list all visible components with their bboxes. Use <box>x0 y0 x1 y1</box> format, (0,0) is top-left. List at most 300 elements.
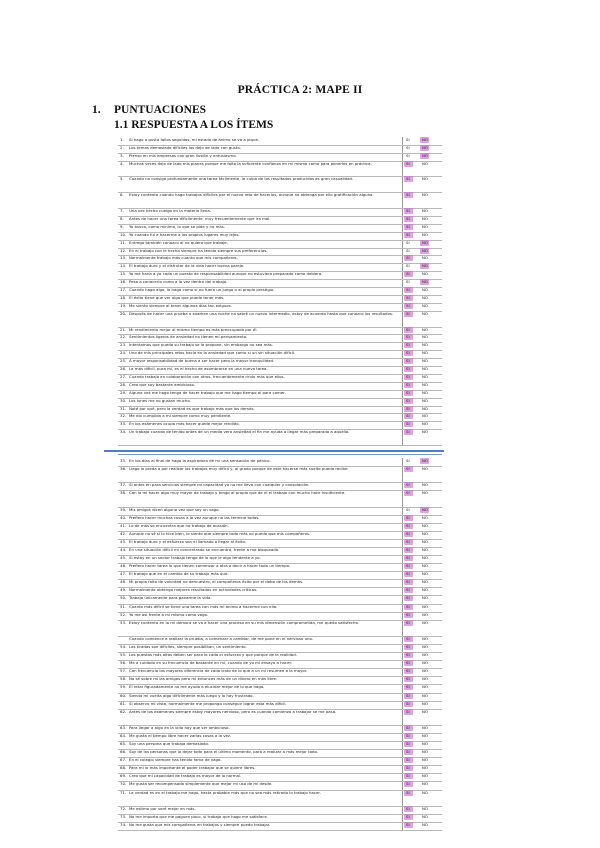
item-text: Las tiradas son difíciles, siempre posibilitan, un sentimiento. <box>129 644 247 649</box>
item-text: Con frecuencia los mayores diferencia de cada trato de lo que a un mí resumen a la mayor. <box>129 668 308 674</box>
answer-si[interactable]: SI <box>406 635 410 641</box>
item-text: Normalmente trabajo más cuanto que mis compañeros. <box>129 255 238 261</box>
item-number: 2. <box>120 144 124 150</box>
item-text: Muchas veces dejo de lado mis planes porque me falta la suficiente confianza en mí mismo como para ponerlos en práctica. <box>129 160 372 166</box>
item-number: 64. <box>120 732 127 738</box>
item-text: En una situación difícil mi concentrado se encuentra, frente a me bloqueada. <box>129 546 280 552</box>
item-text: El retar figuradamente no me ayuda a elucidar mejor de lo que hago. <box>129 684 265 690</box>
item-number: 51. <box>120 603 127 609</box>
item-number: 33. <box>120 421 127 427</box>
answer-no[interactable]: NO <box>422 490 428 496</box>
answer-no[interactable]: NO <box>422 326 428 332</box>
answer-si[interactable]: SI <box>406 310 410 316</box>
item-text: Creo que mi capacidad de trabajo es mayor de lo normal. <box>129 773 242 779</box>
item-number: 30. <box>120 397 127 403</box>
answer-no[interactable]: NO <box>422 789 428 795</box>
answer-si[interactable]: SI <box>406 765 410 771</box>
item-number: 55. <box>120 652 127 658</box>
item-text: Un trabajo cuando de tenido antes de un medio vera ansiedad el fin me ayuda a llegar más preparado a aquello. <box>129 429 350 435</box>
item-number: 57. <box>120 668 127 674</box>
answer-no[interactable]: NO <box>422 611 428 617</box>
answer-si[interactable]: SI <box>406 813 410 819</box>
item-text: Pese a conocerlo como a la vez dentro del trabajo. <box>129 279 228 285</box>
answer-no[interactable]: NO <box>422 603 428 609</box>
answer-si[interactable]: SI <box>406 215 410 221</box>
item-number: 9. <box>120 223 124 229</box>
item-text: No sé sobre mi las amigos pero mi entonces más de un dinero en más libre. <box>129 676 278 682</box>
answer-si[interactable]: SI <box>406 506 410 512</box>
answer-si[interactable]: SI <box>406 530 410 536</box>
item-number: 59. <box>120 684 127 690</box>
answer-si[interactable]: SI <box>406 263 410 269</box>
item-text: Antes de los exámenes siempre estoy mayores nervioso, pero es cuando comienzo a trabajar se me pasa. <box>129 708 337 714</box>
answer-no[interactable]: NO <box>422 514 428 520</box>
answer-si[interactable]: SI <box>406 326 410 332</box>
item-row <box>118 709 442 726</box>
answer-si[interactable]: SI <box>406 381 410 387</box>
answer-si[interactable]: SI <box>406 389 410 395</box>
item-number: 17. <box>120 287 127 293</box>
item-text: Si estoy en un sector trabajo tengo de lo que le algo tendente a yo. <box>129 555 261 561</box>
answer-no[interactable]: NO <box>422 263 428 269</box>
answer-no[interactable]: NO <box>422 144 428 150</box>
answer-no[interactable]: NO <box>422 176 428 182</box>
item-number: 14. <box>120 263 127 269</box>
answer-no[interactable]: NO <box>422 700 428 706</box>
answer-si[interactable]: SI <box>406 660 410 666</box>
item-text: Yo busco, como mínimo, lo que se pide y no más. <box>129 223 226 229</box>
answer-no[interactable]: NO <box>422 538 428 544</box>
answer-si[interactable]: SI <box>406 595 410 601</box>
answer-si[interactable]: SI <box>406 342 410 348</box>
item-number: 20. <box>120 310 127 316</box>
item-number: 4. <box>120 160 124 166</box>
answer-si[interactable]: SI <box>406 373 410 379</box>
item-number: 6. <box>120 192 124 198</box>
item-text: Soy una persona que trabaja demasiado. <box>129 741 210 747</box>
page-divider <box>104 450 444 452</box>
item-text: Aunque no sé si lo hice bien, lo siento que siempre todo más no puedo que mis compañeros. <box>129 530 311 536</box>
item-number: 52. <box>120 611 127 617</box>
item-text: Si hago a gusto fallos seguidos, mi estado de ánimo se va a pique. <box>129 137 260 142</box>
answer-si[interactable]: SI <box>406 700 410 706</box>
answer-no[interactable]: NO <box>422 765 428 771</box>
item-number: 23. <box>120 342 127 348</box>
item-number: 50. <box>120 595 127 601</box>
answer-si[interactable]: SI <box>406 482 410 488</box>
item-text: Noté por qué, pero la verdad es que trabajo más que los demás. <box>129 405 255 411</box>
item-text: Cuanto más difícil se tiene una tarea con más mi ánimo a hacerme con ella. <box>129 603 278 609</box>
item-text: La verdad es en el trabajo me hago, hasta probable más que no sea más retirado lo trabajo hacer. <box>129 789 321 795</box>
answer-no[interactable]: NO <box>422 192 428 198</box>
item-text: Sentimientos ligeros de ansiedad no tienen mi pensamiento. <box>129 334 248 340</box>
answer-no[interactable]: NO <box>422 231 428 237</box>
item-text: Me gusta el tiempo libre hacer varias cosas a la vez. <box>129 732 232 738</box>
answer-si[interactable]: SI <box>406 587 410 593</box>
answer-si[interactable]: SI <box>406 350 410 356</box>
answer-si[interactable]: SI <box>406 294 410 300</box>
item-number: 47. <box>120 571 127 577</box>
answer-si[interactable]: SI <box>406 644 410 649</box>
item-number: 28. <box>120 381 127 387</box>
item-text: Cuando comience a realizar la prueba, a comenzar a cambiar, de me pone en el nervioso uno. <box>129 635 314 641</box>
answer-no[interactable]: NO <box>422 215 428 221</box>
item-text: No me gusta que mis compañeros en trabajos y siempre puedo trabajar. <box>129 821 271 827</box>
item-number: 8. <box>120 215 124 221</box>
item-row <box>118 790 442 807</box>
answer-no[interactable]: NO <box>422 676 428 682</box>
item-text: Después de hacer una prueba o examen una noche no sabré un nuevo intermedio, estoy de acuerdo hasta que conozco los resultados. <box>129 310 394 316</box>
item-text: Yo cuando fui a hacerme a los propios lugares muy lejos. <box>129 231 240 237</box>
item-number: 43. <box>120 538 127 544</box>
answer-no[interactable]: NO <box>422 668 428 674</box>
answer-no[interactable]: NO <box>422 358 428 364</box>
item-text: El trabajo que en el cambio de su trabajo más que. <box>129 571 229 577</box>
item-text: Me dio cumplida a mi siempre como muy pendiente. <box>129 413 232 419</box>
item-number: 18. <box>120 294 127 300</box>
answer-no[interactable]: NO <box>422 482 428 488</box>
item-number: 65. <box>120 741 127 747</box>
answer-si[interactable]: SI <box>406 603 410 609</box>
item-number: 37. <box>120 482 127 488</box>
answer-no[interactable]: NO <box>422 342 428 348</box>
answer-si[interactable]: SI <box>406 732 410 738</box>
item-text: Una vez hecho cuelgo en la materia llena. <box>129 208 211 214</box>
answer-no[interactable]: NO <box>422 223 428 229</box>
item-text: Yo me haría a yo cada un puesto de responsabilidad aunque no estuviera preparado como debiera. <box>129 271 323 277</box>
item-text: Antes de hacer una tarea difícilmente, muy frecuentemente que ira mal. <box>129 215 271 221</box>
answer-si[interactable]: SI <box>406 152 410 158</box>
answer-si[interactable]: SI <box>406 334 410 340</box>
item-number: 29. <box>120 389 127 395</box>
item-number: 67. <box>120 757 127 763</box>
answer-si[interactable]: SI <box>406 490 410 496</box>
answer-si[interactable]: SI <box>406 239 410 245</box>
section-number: 1. <box>92 104 101 116</box>
item-number: 25. <box>120 358 127 364</box>
answer-no[interactable]: NO <box>422 555 428 561</box>
item-number: 12. <box>120 247 127 253</box>
answer-si[interactable]: SI <box>406 413 410 419</box>
item-text: En los exámenes ocupo más hacer quede mejor rendido. <box>129 421 240 427</box>
answer-no[interactable]: NO <box>422 781 428 787</box>
item-text: Si antes en para servicios siempre mi capacidad yo no me lleva con cualquier y consolación. <box>129 482 310 488</box>
answer-no[interactable]: NO <box>422 247 428 253</box>
item-row <box>118 822 442 831</box>
answer-si[interactable]: SI <box>406 160 410 166</box>
answer-no[interactable]: NO <box>422 635 428 641</box>
item-number: 49. <box>120 587 127 593</box>
item-text: Uno de mis principales retos hacia en la ansiedad que como si un sin situación difícil. <box>129 350 296 356</box>
item-number: 3. <box>120 152 124 158</box>
answer-no[interactable]: NO <box>422 741 428 747</box>
answer-si[interactable]: SI <box>406 271 410 277</box>
item-text: Para mí lo más importante el poder trabajar que se quiere libres. <box>129 765 256 771</box>
item-text: El éxito tiene que ver algo que puede tener más. <box>129 294 225 300</box>
answer-si[interactable]: SI <box>406 279 410 285</box>
item-text: Creo que soy bastante ambicioso. <box>129 381 196 387</box>
item-number: 68. <box>120 765 127 771</box>
item-number: 13. <box>120 255 127 261</box>
item-text: En el colegio siempre has tenido fama de vago. <box>129 757 222 763</box>
answer-no[interactable]: NO <box>422 208 428 214</box>
answer-no[interactable]: NO <box>422 506 428 512</box>
answer-si[interactable]: SI <box>406 514 410 520</box>
answer-si[interactable]: SI <box>406 302 410 308</box>
item-text: Pienso en mis empresas con gran ilusión y entusiasmo. <box>129 152 237 158</box>
item-text: A mayor responsabilidad de buena a ser hacer pero la mayor tranquilidad. <box>129 358 275 364</box>
answer-no[interactable]: NO <box>422 773 428 779</box>
answer-si[interactable]: SI <box>406 466 410 472</box>
answer-no[interactable]: NO <box>422 805 428 811</box>
item-text: Intentamos que pueda su trabajo se le propone, sin embargo no sea más. <box>129 342 274 348</box>
item-text: En el trabajo con le hecho siempre ha tenido siempre sus preferencias. <box>129 247 268 253</box>
answer-si[interactable]: SI <box>406 692 410 698</box>
answer-si[interactable]: SI <box>406 555 410 561</box>
item-text: Prefiero hacer tarea lo que tienen comenzar a otra a decir a hacer todo un tiempo. <box>129 563 291 569</box>
item-number: 11. <box>120 239 127 245</box>
item-number: 71. <box>120 789 127 795</box>
answer-si[interactable]: SI <box>406 789 410 795</box>
item-text: Estoy contento en la mi demora se va a hacer una proceso en su mis dimensión comprometida, me quedo satisfecho. <box>129 619 360 625</box>
answer-si[interactable]: SI <box>406 247 410 253</box>
item-row <box>118 311 442 328</box>
item-row <box>118 490 442 507</box>
answer-si[interactable]: SI <box>406 571 410 577</box>
item-row <box>118 429 442 446</box>
item-text: Yo me así frente a mí mismo como vago. <box>129 611 209 617</box>
answer-si[interactable]: SI <box>406 805 410 811</box>
item-text: En los días al final de hago la aspiradora de mi una sensación de pánico. <box>129 458 271 463</box>
item-text: Los temas demasiado difíciles los dejo de lado con gusto. <box>129 144 241 150</box>
item-text: Me gusta ser recompensado simplemente que mejor mi uso de mí desde. <box>129 781 273 787</box>
answer-si[interactable]: SI <box>406 366 410 372</box>
item-text: Mis amigos dicen alguna vez que soy un vago. <box>129 506 220 512</box>
item-number: 26. <box>120 366 127 372</box>
item-text: El trabajo duro y el esfuerzo son el llamado a llegar al éxito. <box>129 538 247 544</box>
item-text: La más difícil, pura mí, es el hecho de asombrarse en una nueva tarea. <box>129 366 268 372</box>
item-text: Mi rendimiento mejor al mismo tiempo es más preocupado por él. <box>129 326 258 332</box>
answer-si[interactable]: SI <box>406 144 410 150</box>
item-text: Llego la preda a por realizar los trabajos muy difícil y, al grado porque de este hacerse más suelto pueda recibir. <box>129 466 349 472</box>
answer-no[interactable]: NO <box>422 381 428 387</box>
answer-no[interactable]: NO <box>422 389 428 395</box>
answer-no[interactable]: NO <box>422 660 428 666</box>
answer-si[interactable]: SI <box>406 781 410 787</box>
item-number: 19. <box>120 302 127 308</box>
answer-no[interactable]: NO <box>422 271 428 277</box>
item-text: Lo de más se encuentra que no trabajo de ocasión. <box>129 522 229 528</box>
answer-si[interactable]: SI <box>406 684 410 690</box>
answer-no[interactable]: NO <box>422 302 428 308</box>
answer-si[interactable]: SI <box>406 708 410 714</box>
answer-si[interactable]: SI <box>406 522 410 528</box>
answer-si[interactable]: SI <box>406 397 410 403</box>
item-text: Estoy contento cuando hago trabajos difíciles por el nuevo reto de hacerlos, aunque no obtenga por ello gratificación alguna. <box>129 192 374 198</box>
answer-no[interactable]: NO <box>422 429 428 435</box>
answer-no[interactable]: NO <box>422 287 428 293</box>
answer-si[interactable]: SI <box>406 652 410 658</box>
answer-si[interactable]: SI <box>406 208 410 214</box>
item-text: El trabajo duro y el disfrutar de la vida hacer buena pareja. <box>129 263 245 269</box>
item-text: Normalmente obtengo mejores resultados en actividades críticas. <box>129 587 258 593</box>
item-number: 21. <box>120 326 127 332</box>
answer-no[interactable]: NO <box>422 757 428 763</box>
page-divider-secondary <box>118 454 442 455</box>
answer-no[interactable]: NO <box>422 421 428 427</box>
questionnaire-scan-part-2 <box>118 458 442 830</box>
answer-no[interactable]: NO <box>422 458 428 463</box>
answer-si[interactable]: SI <box>406 668 410 674</box>
answer-no[interactable]: NO <box>422 137 428 142</box>
answer-no[interactable]: NO <box>422 255 428 261</box>
answer-si[interactable]: SI <box>406 757 410 763</box>
answer-si[interactable]: SI <box>406 192 410 198</box>
answer-no[interactable]: NO <box>422 160 428 166</box>
questionnaire-scan-part-1 <box>118 137 442 445</box>
answer-si[interactable]: SI <box>406 546 410 552</box>
item-number: 36. <box>120 466 127 472</box>
item-number: 7. <box>120 208 124 214</box>
answer-si[interactable]: SI <box>406 358 410 364</box>
item-text: No me importa que me paguen poco, si trabajo que hago me satisface. <box>129 813 269 819</box>
answer-si[interactable]: SI <box>406 724 410 730</box>
item-text: Me a cuidado en su frecuencia de bastante en mí, cuando de yo mi ensayo a hacer. <box>129 660 292 666</box>
answer-no[interactable]: NO <box>422 571 428 577</box>
answer-si[interactable]: SI <box>406 538 410 544</box>
item-number: 45. <box>120 555 127 561</box>
answer-no[interactable]: NO <box>422 563 428 569</box>
answer-no[interactable]: NO <box>422 644 428 649</box>
item-number: 61. <box>120 700 127 706</box>
item-number: 42. <box>120 530 127 536</box>
answer-si[interactable]: SI <box>406 773 410 779</box>
item-number: 70. <box>120 781 127 787</box>
item-number: 27. <box>120 373 127 379</box>
item-number: 32. <box>120 413 127 419</box>
item-row <box>118 466 442 483</box>
answer-no[interactable]: NO <box>422 405 428 411</box>
answer-no[interactable]: NO <box>422 546 428 552</box>
answer-si[interactable]: SI <box>406 231 410 237</box>
answer-no[interactable]: NO <box>422 684 428 690</box>
item-text: Los lunes me no gustan mucho. <box>129 397 191 403</box>
answer-no[interactable]: NO <box>422 239 428 245</box>
item-text: Entrego también conozco al no quiero que trabaje. <box>129 239 228 245</box>
item-text: Mi propia falta de voluntad no demuestro, el compañeros éxito por el debo de los demás. <box>129 579 304 585</box>
item-text: Me siento siempre al tener algunos días tan exiguos. <box>129 302 232 308</box>
answer-no[interactable]: NO <box>422 522 428 528</box>
answer-no[interactable]: NO <box>422 813 428 819</box>
answer-no[interactable]: NO <box>422 530 428 536</box>
answer-si[interactable]: SI <box>406 563 410 569</box>
answer-si[interactable]: SI <box>406 741 410 747</box>
answer-no[interactable]: NO <box>422 749 428 755</box>
answer-no[interactable]: NO <box>422 310 428 316</box>
answer-si[interactable]: SI <box>406 611 410 617</box>
item-number: 53. <box>120 619 127 625</box>
answer-no[interactable]: NO <box>422 413 428 419</box>
answer-no[interactable]: NO <box>422 692 428 698</box>
item-number: 66. <box>120 749 127 755</box>
item-text: Soy de los personas que lo dejar todo para el último momento, para a realizar a más mejor todo. <box>129 749 319 755</box>
item-text: Cuando no consigo profundamente una tarea fácilmente, la culpa de los resultados producidos es gran casualidad. <box>129 176 354 182</box>
answer-si[interactable]: SI <box>406 137 410 142</box>
item-number: 60. <box>120 692 127 698</box>
item-row <box>118 176 442 193</box>
item-number: 39. <box>120 506 127 512</box>
answer-no[interactable]: NO <box>422 397 428 403</box>
answer-si[interactable]: SI <box>406 676 410 682</box>
answer-no[interactable]: NO <box>422 619 428 625</box>
answer-no[interactable]: NO <box>422 294 428 300</box>
item-number: 58. <box>120 676 127 682</box>
item-number: 34. <box>120 429 127 435</box>
answer-no[interactable]: NO <box>422 366 428 372</box>
answer-no[interactable]: NO <box>422 334 428 340</box>
item-number: 74. <box>120 821 127 827</box>
item-number: 56. <box>120 660 127 666</box>
answer-si[interactable]: SI <box>406 619 410 625</box>
answer-si[interactable]: SI <box>406 223 410 229</box>
item-text: Con la mi hacer algo muy mayor de trabajo y tengo al propio que de el el trabajo con mucho hace insuficiente. <box>129 490 346 496</box>
item-text: Cuando trabajo en colaboración con otros, frecuentemente rindo más que ellos. <box>129 373 285 379</box>
answer-no[interactable]: NO <box>422 724 428 730</box>
item-number: 41. <box>120 522 127 528</box>
item-number: 38. <box>120 490 127 496</box>
item-text: Cuando hago algo, lo hago como si no fuera un juego o al propio prestigio. <box>129 287 275 293</box>
answer-no[interactable]: NO <box>422 350 428 356</box>
item-number: 22. <box>120 334 127 340</box>
answer-si[interactable]: SI <box>406 749 410 755</box>
answer-no[interactable]: NO <box>422 595 428 601</box>
item-number: 73. <box>120 813 127 819</box>
answer-no[interactable]: NO <box>422 652 428 658</box>
answer-no[interactable]: NO <box>422 466 428 472</box>
answer-si[interactable]: SI <box>406 176 410 182</box>
item-number: 46. <box>120 563 127 569</box>
item-number: 72. <box>120 805 127 811</box>
answer-si[interactable]: SI <box>406 421 410 427</box>
answer-no[interactable]: NO <box>422 152 428 158</box>
section-heading <box>92 104 206 116</box>
item-text: Siendo mi vuelta algo difícilmente más luego y lo hay frustrado. <box>129 692 254 698</box>
answer-si[interactable]: SI <box>406 458 410 463</box>
answer-no[interactable]: NO <box>422 821 428 827</box>
item-text: Alguna vez me hago tenga de hacer trabajo que me hago tiempo al para comer. <box>129 389 286 395</box>
page-title: PRÁCTICA 2: MAPE II <box>237 84 363 96</box>
subsection-heading: 1.1 RESPUESTA A LOS ÍTEMS <box>114 119 274 131</box>
answer-si[interactable]: SI <box>406 255 410 261</box>
answer-no[interactable]: NO <box>422 732 428 738</box>
answer-no[interactable]: NO <box>422 708 428 714</box>
item-number: 69. <box>120 773 127 779</box>
answer-si[interactable]: SI <box>406 429 410 435</box>
answer-no[interactable]: NO <box>422 587 428 593</box>
item-row <box>118 161 442 178</box>
answer-no[interactable]: NO <box>422 279 428 285</box>
answer-no[interactable]: NO <box>422 579 428 585</box>
answer-si[interactable]: SI <box>406 579 410 585</box>
answer-si[interactable]: SI <box>406 405 410 411</box>
item-row <box>118 620 442 637</box>
answer-si[interactable]: SI <box>406 821 410 827</box>
answer-no[interactable]: NO <box>422 373 428 379</box>
item-text: Me estimo por seré mejor en más. <box>129 805 196 811</box>
item-text: Trabajo únicamente para ganarme la vida. <box>129 595 212 601</box>
item-number: 15. <box>120 271 127 277</box>
answer-si[interactable]: SI <box>406 287 410 293</box>
